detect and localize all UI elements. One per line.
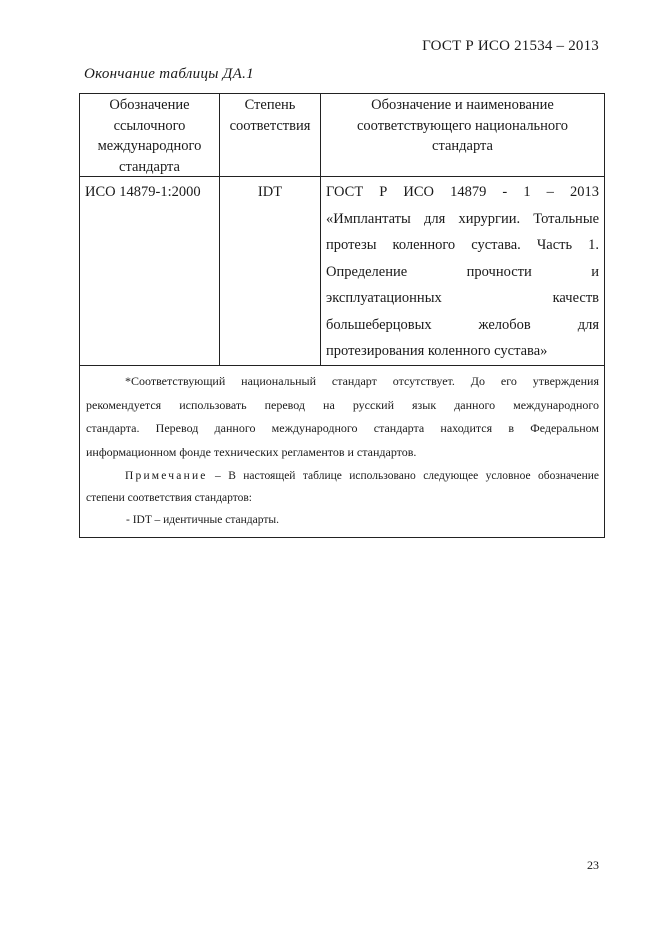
footnote-line: рекомендуется использовать перевод на русский язык данного международного — [86, 397, 599, 412]
header-reference-standard: Обозначение ссылочного международного стандарта — [80, 94, 220, 176]
remark — [86, 465, 599, 531]
reference-standard-cell: ИСО 14879-1:2000 — [80, 177, 220, 365]
footnote-line: стандарта. Перевод данного международного стандарта находится в Федеральном — [86, 421, 599, 435]
legend-item: - IDT – идентичные стандарты. — [126, 514, 279, 526]
national-standard-cell — [321, 177, 604, 365]
national-standard-line: Определение прочности и — [326, 263, 599, 280]
header-degree-of-correspondence: Степень соответствия — [220, 94, 321, 176]
footnote-line: информационном фонде технических регламентов и стандартов. — [86, 444, 417, 459]
document-code: ГОСТ Р ИСО 21534 – 2013 — [422, 38, 599, 54]
remark-label: Примечание — [125, 470, 208, 482]
table-header-row — [80, 94, 604, 177]
correspondence-table — [79, 93, 605, 538]
footnote — [86, 370, 599, 464]
table-row — [80, 177, 604, 366]
footnote-line: *Соответствующий национальный стандарт отсутствует. До его утверждения — [125, 374, 599, 388]
national-standard-line: ГОСТ Р ИСО 14879 - 1 – 2013 — [326, 184, 599, 200]
degree-cell: IDT — [220, 177, 321, 365]
table-notes — [80, 366, 604, 537]
national-standard-line: «Имплантаты для хирургии. Тотальные — [326, 210, 599, 227]
remark-line: степени соответствия стандартов: — [86, 492, 252, 504]
page-number: 23 — [587, 858, 599, 872]
remark-line: Примечание – В настоящей таблице использовано следующее условное обозначение — [125, 470, 599, 482]
national-standard-line: эксплуатационных качеств — [326, 290, 599, 306]
header-national-standard: Обозначение и наименование соответствующего национального стандарта — [356, 97, 569, 154]
national-standard-line: большеберцовых желобов для — [326, 316, 599, 333]
national-standard-line: протезы коленного сустава. Часть 1. — [326, 237, 599, 253]
table-caption: Окончание таблицы ДА.1 — [84, 66, 254, 82]
national-standard-line: протезирования коленного сустава» — [326, 343, 548, 359]
